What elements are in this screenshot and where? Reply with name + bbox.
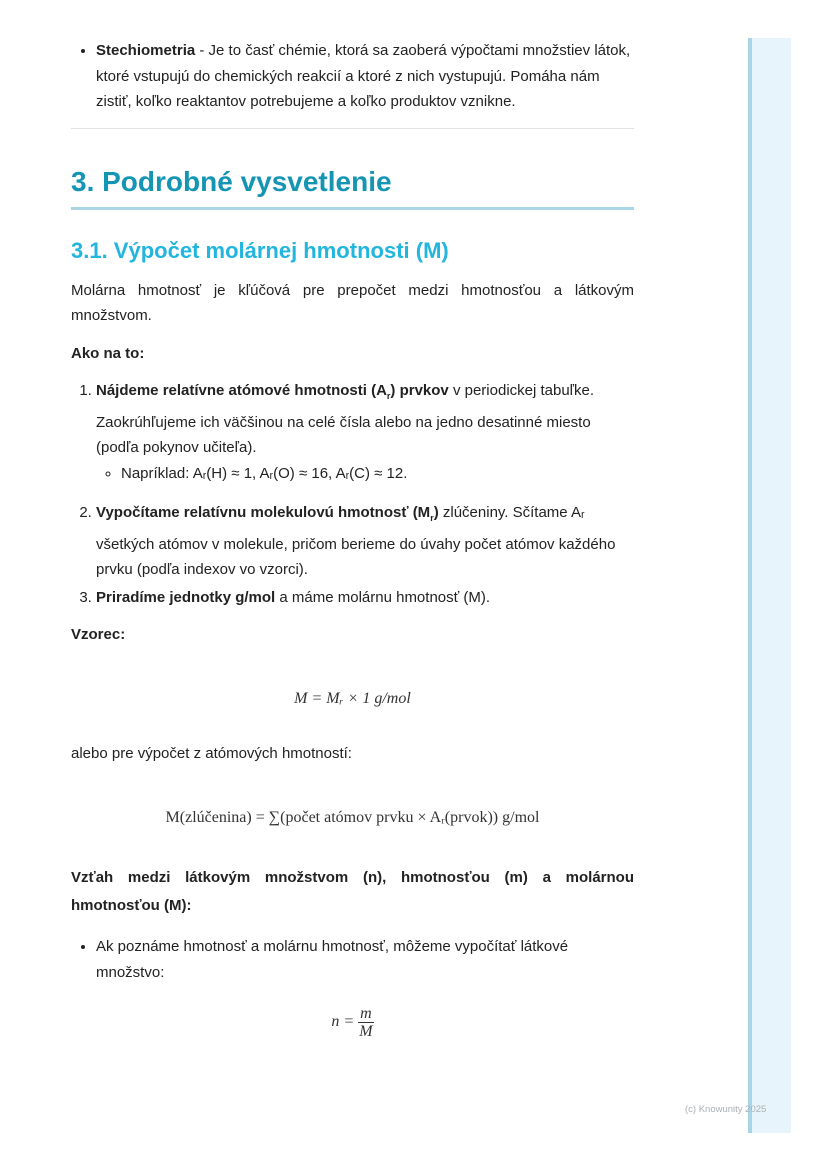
howto-label bbox=[71, 341, 634, 367]
step-bold: Priradíme jednotky g/mol bbox=[96, 588, 276, 606]
step-text: a máme molárnu hmotnosť (M). bbox=[275, 588, 491, 606]
relation-list bbox=[71, 934, 634, 985]
howto-text: Ako na to: bbox=[71, 344, 145, 362]
step-text: zlúčeniny. Sčítame Aᵣ všetkých atómov v molekule, pričom berieme do úvahy počet atómov každého prvku (podľa indexov vo vzorci). bbox=[96, 504, 616, 578]
copyright-footer: (c) Knowunity 2025 bbox=[685, 1104, 767, 1115]
relation-heading bbox=[71, 864, 634, 920]
step-text: v periodickej tabuľke. Zaokrúhľujeme ich väčšinou na celé čísla alebo na jedno desatinné miesto (podľa pokynov učiteľa). bbox=[96, 382, 595, 456]
step-3 bbox=[96, 585, 634, 611]
example-item: ◦ Napríklad: Aᵣ(H) ≈ 1, Aᵣ(O) ≈ 16, Aᵣ(C) ≈ 12. bbox=[121, 461, 634, 487]
bold-text: ) bbox=[433, 504, 439, 521]
bold-text: Vypočítame relatívnu molekulovú hmotnosť (M bbox=[96, 504, 431, 521]
formula-molar-mass: M = Mᵣ × 1 g/mol bbox=[294, 689, 411, 707]
formula-sum: M(zlúčenina) = ∑(počet atómov prvku × Aᵣ(prvok)) g/mol bbox=[165, 808, 540, 826]
formula-label bbox=[71, 622, 634, 648]
steps-list bbox=[71, 378, 634, 610]
subscript: r bbox=[386, 391, 391, 401]
subsection-title: 3.1. Výpočet molárnej hmotnosti (M) bbox=[71, 237, 449, 263]
relation-heading-text: Vzťah medzi látkovým množstvom (n), hmotnosťou (m) a molárnou hmotnosťou (M): bbox=[71, 869, 634, 914]
document-content bbox=[71, 38, 634, 1040]
alt-text: alebo pre výpočet z atómových hmotností: bbox=[71, 745, 352, 762]
definition: - Je to časť chémie, ktorá sa zaoberá výpočtami množstiev látok, ktoré vstupujú do chemických reakcií a ktoré z nich vystupujú. Pomáha nám zistiť, koľko reaktantov potrebujeme a koľko produktov vznikne. bbox=[96, 42, 631, 110]
step-bold bbox=[96, 382, 449, 399]
step-2 bbox=[96, 500, 634, 583]
formula-label-text: Vzorec: bbox=[71, 626, 126, 643]
divider bbox=[71, 128, 634, 129]
section-title: 3. Podrobné vysvetlenie bbox=[71, 165, 634, 210]
fraction bbox=[358, 1005, 374, 1040]
step-bold bbox=[96, 504, 439, 521]
subscript: r bbox=[430, 513, 434, 523]
intro-list bbox=[71, 38, 634, 115]
bold-text: ) prvkov bbox=[390, 382, 449, 399]
intro-paragraph: Molárna hmotnosť je kľúčová pre prepočet medzi hmotnosťou a látkovým množstvom. bbox=[71, 281, 634, 324]
bold-text: Nájdeme relatívne atómové hmotnosti (A bbox=[96, 382, 387, 399]
list-item bbox=[96, 38, 634, 115]
side-panel bbox=[748, 38, 791, 1133]
denominator: M bbox=[359, 1023, 373, 1040]
formula-amount bbox=[71, 1005, 634, 1040]
numerator: m bbox=[360, 1005, 372, 1022]
step-1 bbox=[96, 378, 634, 486]
term: Stechiometria bbox=[96, 42, 196, 59]
formula-lhs: n = bbox=[331, 1013, 355, 1031]
list-item: • Ak poznáme hmotnosť a molárnu hmotnosť, môžeme vypočítať látkové množstvo: bbox=[96, 934, 634, 985]
